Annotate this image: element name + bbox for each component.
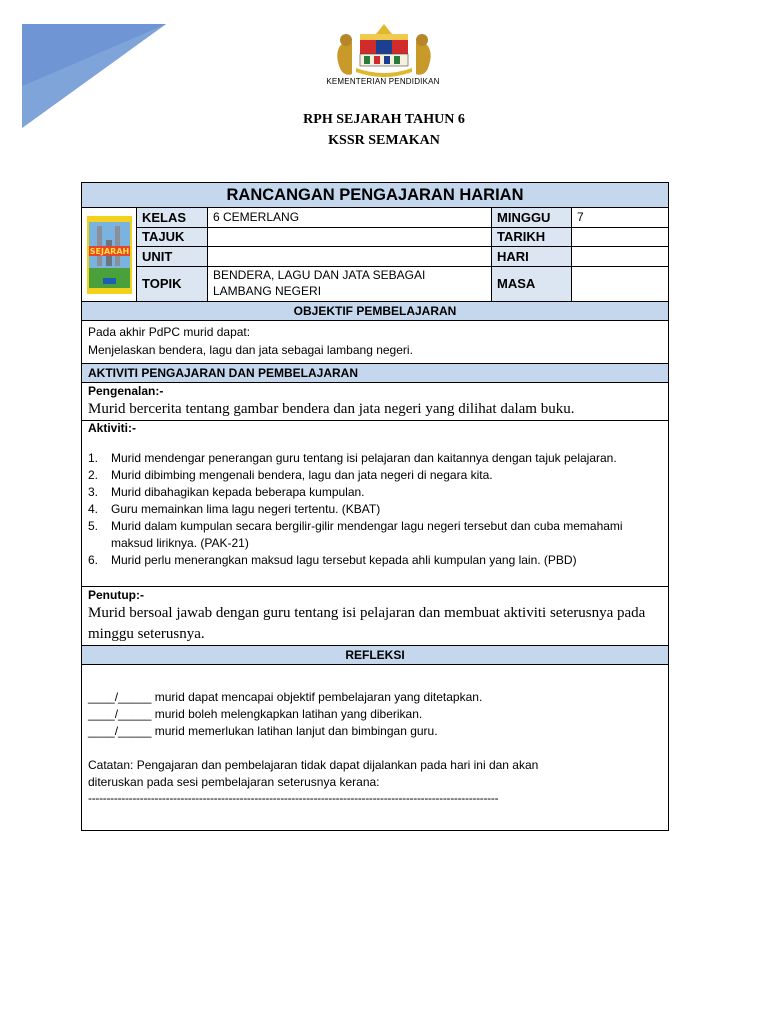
refleksi-line: ____/_____ murid memerlukan latihan lanjut dan bimbingan guru. [88,724,438,738]
catatan-line: Catatan: Pengajaran dan pembelajaran tidak dapat dijalankan pada hari ini dan akan [88,758,539,772]
aktiviti-section [82,421,668,587]
minggu-value: 7 [572,208,668,228]
document-subtitle: KSSR SEMAKAN [328,133,440,148]
topik-value-line: LAMBANG NEGERI [213,284,322,298]
refleksi-line: ____/_____ murid boleh melengkapkan latihan yang diberikan. [88,707,423,721]
list-item: 4. Guru memainkan lima lagu negeri tertentu. (KBAT) [88,502,381,516]
decorative-corner-triangle-icon [0,0,170,130]
minggu-label: MINGGU [492,208,572,228]
tarikh-label: TARIKH [492,228,572,247]
lesson-plan-table [81,182,669,831]
kelas-value: 6 CEMERLANG [208,208,492,228]
plan-heading: RANCANGAN PENGAJARAN HARIAN [82,183,668,208]
unit-value [208,247,492,267]
list-item: 6. Murid perlu menerangkan maksud lagu tersebut kepada ahli kumpulan yang lain. (PBD) [88,553,577,567]
masa-label: MASA [492,267,572,301]
refleksi-line: ____/_____ murid dapat mencapai objektif pembelajaran yang ditetapkan. [88,690,483,704]
penutup-label: Penutup:- [88,588,144,602]
textbook-cover [82,208,137,301]
pengenalan-text: Murid bercerita tentang gambar bendera dan jata negeri yang dilihat dalam buku. [88,401,575,417]
list-item: 2. Murid dibimbing mengenali bendera, lagu dan jata negeri di negara kita. [88,468,493,482]
kelas-label: KELAS [137,208,208,228]
pengenalan-label: Pengenalan:- [88,384,164,398]
info-grid [82,208,668,302]
objektif-line: Menjelaskan bendera, lagu dan jata sebagai lambang negeri. [88,343,413,357]
tajuk-value [208,228,492,247]
aktiviti-list [88,450,668,569]
hari-value [572,247,668,267]
penutup-section [82,587,668,646]
tarikh-value [572,228,668,247]
refleksi-heading: REFLEKSI [82,646,668,665]
aktiviti-heading: AKTIVITI PENGAJARAN DAN PEMBELAJARAN [82,364,668,383]
unit-label: UNIT [137,247,208,267]
objektif-line: Pada akhir PdPC murid dapat: [88,325,251,339]
topik-value [208,267,492,301]
document-title: RPH SEJARAH TAHUN 6 [303,112,465,127]
catatan-line: diteruskan pada sesi pembelajaran seterusnya kerana: [88,775,380,789]
topik-value-line: BENDERA, LAGU DAN JATA SEBAGAI [213,268,426,282]
dash-line: --------------------------------------------------------------------------------------------------------------- [88,791,499,805]
sejarah-book-cover-icon [87,216,132,294]
objektif-heading: OBJEKTIF PEMBELAJARAN [82,302,668,321]
svg-text:SEJARAH: SEJARAH [89,247,130,256]
ministry-caption: KEMENTERIAN PENDIDIKAN [326,77,440,86]
objektif-section [82,321,668,364]
topik-label: TOPIK [137,267,208,301]
list-item: 5. Murid dalam kumpulan secara bergilir-gilir mendengar lagu negeri tersebut dan cuba memahami maksud liriknya. (PAK-21) [88,519,623,550]
list-item: 3. Murid dibahagikan kepada beberapa kumpulan. [88,485,365,499]
pengenalan-section [82,383,668,421]
hari-label: HARI [492,247,572,267]
tajuk-label: TAJUK [137,228,208,247]
aktiviti-label: Aktiviti:- [88,421,136,435]
penutup-line: minggu seterusnya. [88,626,205,642]
list-item: 1. Murid mendengar penerangan guru tentang isi pelajaran dan kaitannya dengan tajuk pelajaran. [88,451,617,465]
masa-value [572,267,668,301]
refleksi-section [82,665,668,805]
penutup-line: Murid bersoal jawab dengan guru tentang isi pelajaran dan membuat aktiviti seterusnya pada [88,605,646,621]
